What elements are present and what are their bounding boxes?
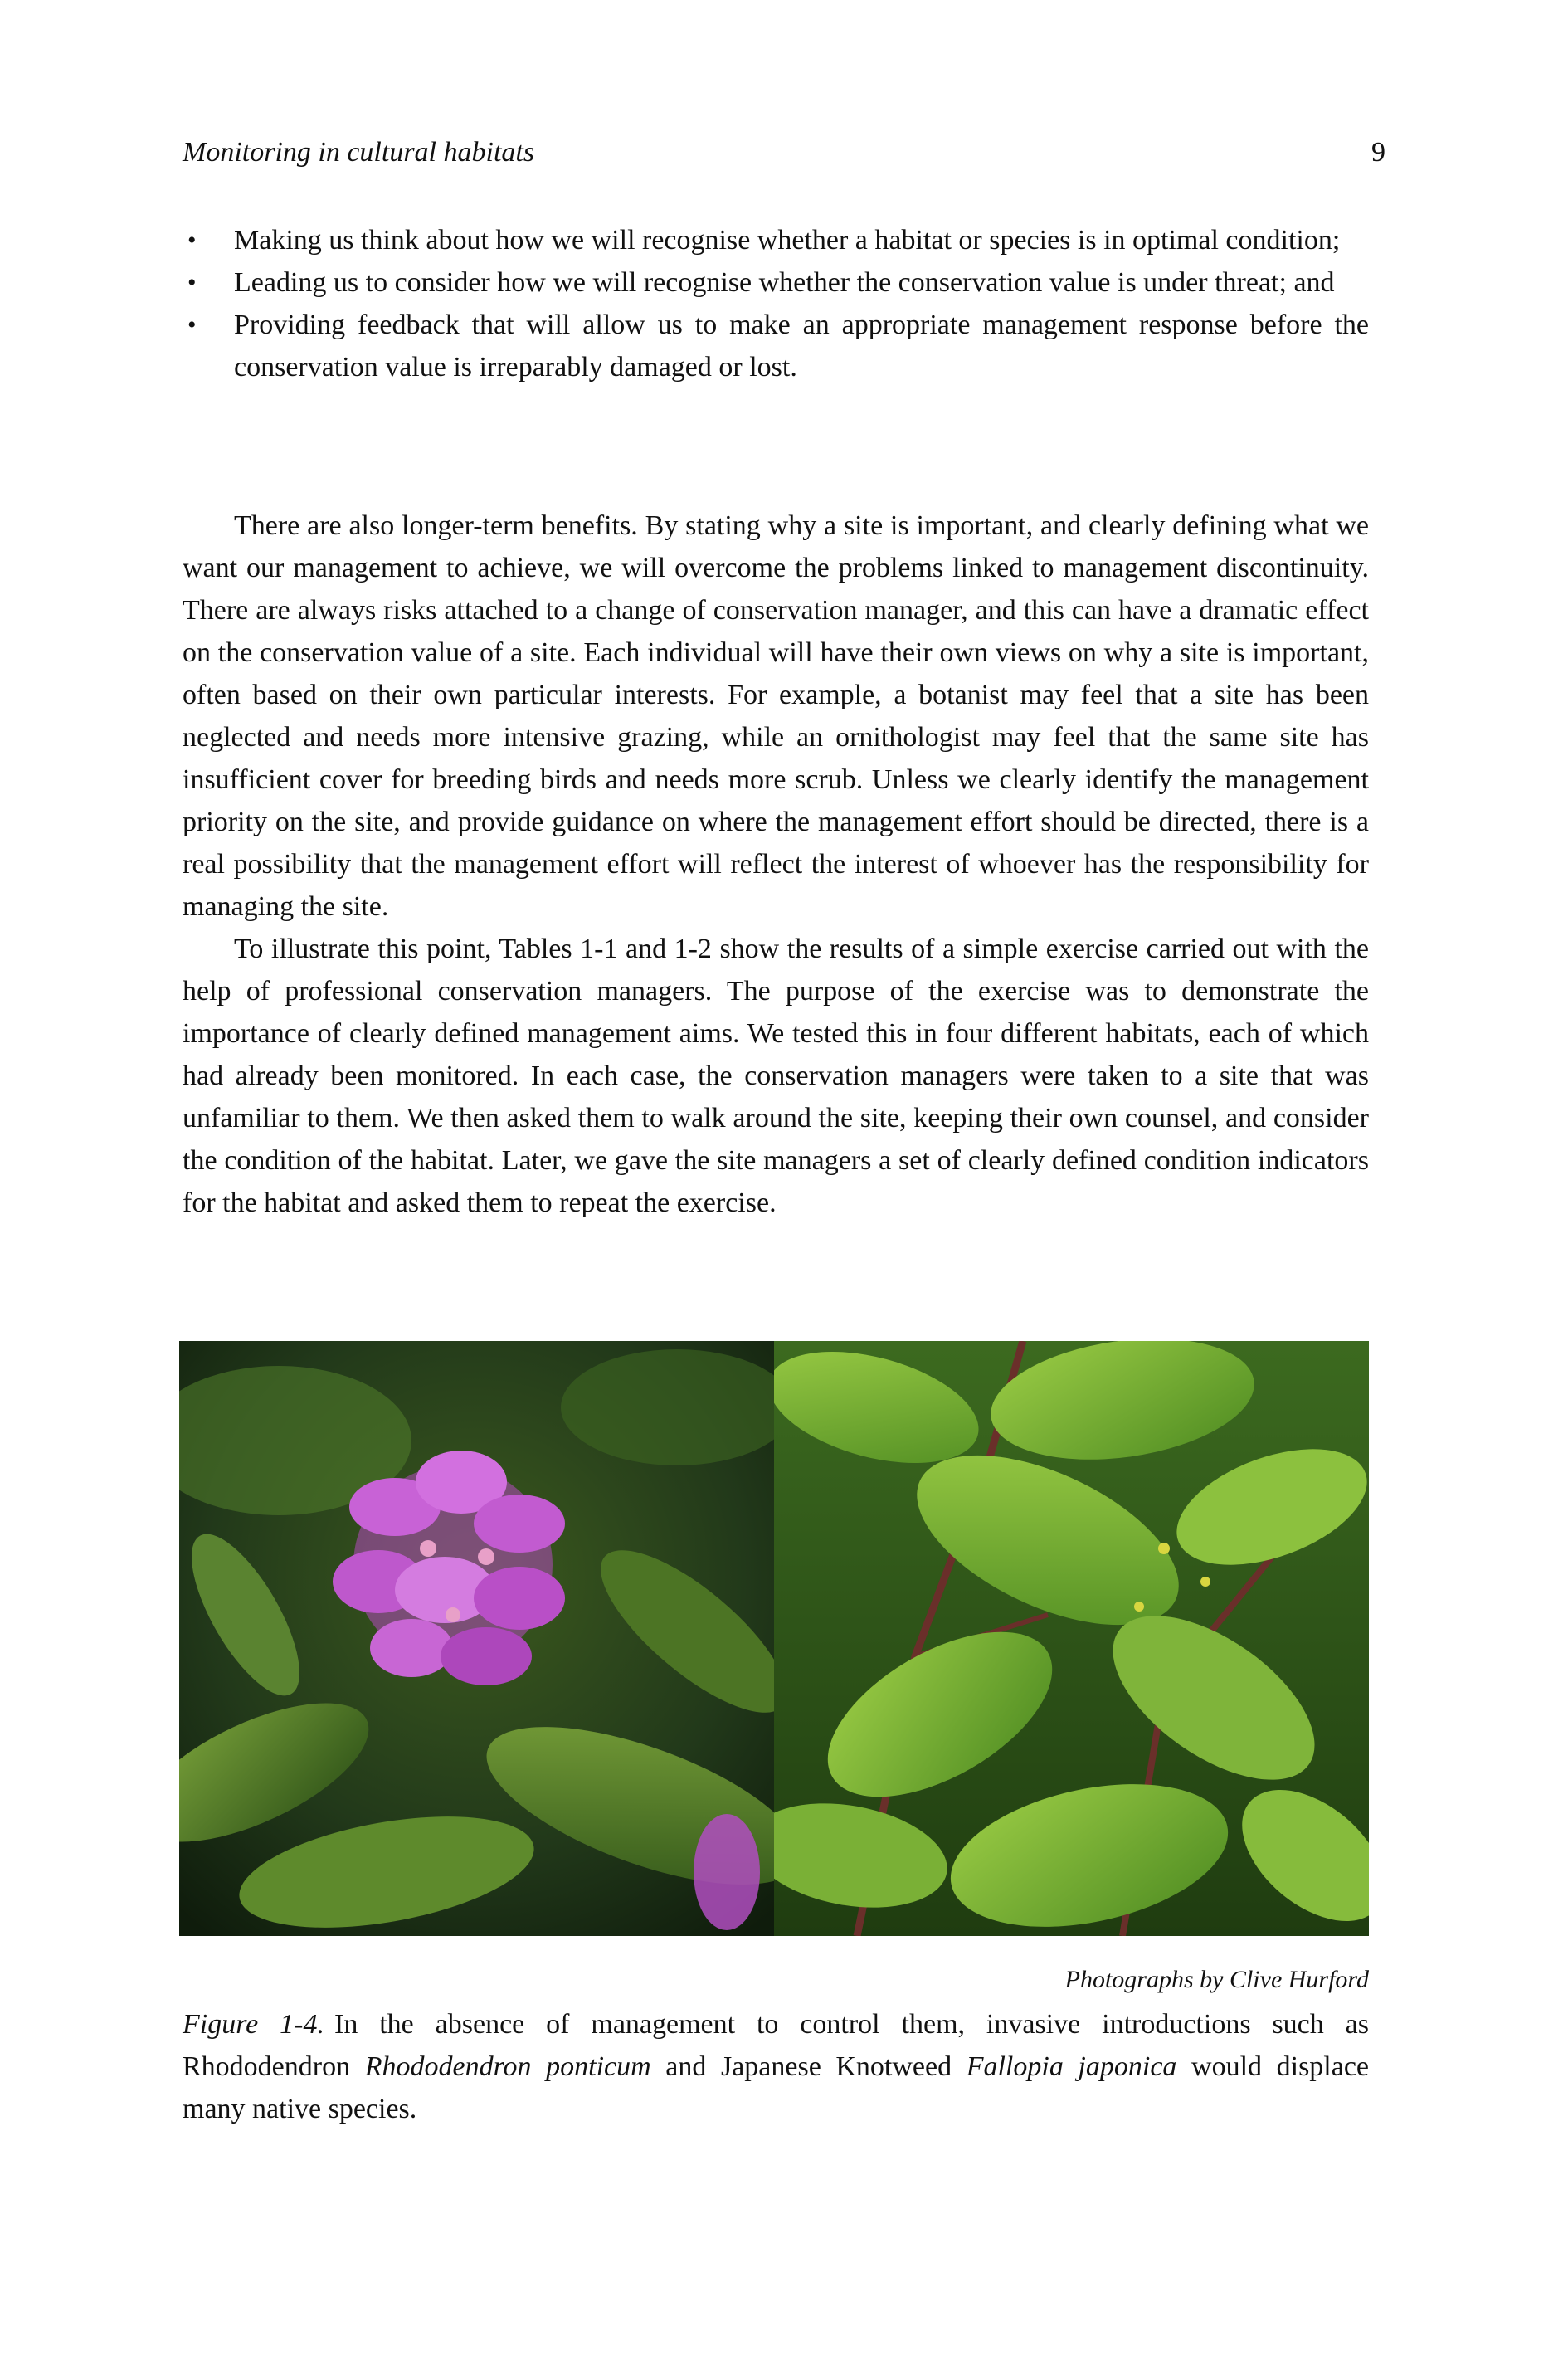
rhododendron-photo <box>179 1341 774 1936</box>
bullet-icon: • <box>187 269 197 296</box>
running-title: Monitoring in cultural habitats <box>183 137 535 168</box>
species-name: Fallopia japonica <box>966 2051 1177 2082</box>
bullet-item <box>183 304 1369 388</box>
page-number: 9 <box>1371 137 1385 168</box>
bullet-text: Leading us to consider how we will recognise whether the conservation value is under threat; and <box>234 267 1335 298</box>
figure-caption <box>183 2003 1369 2130</box>
caption-text: In the absence of management to control them, invasive introductions such as Rhododendron <box>183 2009 1369 2082</box>
bullet-icon: • <box>187 311 197 339</box>
caption-text: and Japanese Knotweed <box>650 2051 967 2082</box>
bullet-item <box>183 261 1369 304</box>
species-name: Rhododendron ponticum <box>364 2051 651 2082</box>
body-text <box>183 505 1369 1224</box>
paragraph: To illustrate this point, Tables 1-1 and 1-2 show the results of a simple exercise carried out with the help of professional conservation managers. The purpose of the exercise was to demonstrate the importance of clearly defined management aims. We tested this in four different habitats, each of which had already been monitored. In each case, the conservation managers were taken to a site that was unfamiliar to them. We then asked them to walk around the site, keeping their own counsel, and consider the condition of the habitat. Later, we gave the site managers a set of clearly defined condition indicators for the habitat and asked them to repeat the exercise. <box>183 934 1369 1218</box>
figure-label: Figure 1-4. <box>183 2009 324 2040</box>
bullet-text: Providing feedback that will allow us to make an appropriate management response before the conservation value is irreparably damaged or lost. <box>234 310 1369 383</box>
photo-credit: Photographs by Clive Hurford <box>1064 1966 1369 1993</box>
paragraph: There are also longer-term benefits. By stating why a site is important, and clearly defining what we want our management to achieve, we will overcome the problems linked to management discontinuity. There are always risks attached to a change of conservation manager, and this can have a dramatic effect on the conservation value of a site. Each individual will have their own views on why a site is important, often based on their own particular interests. For example, a botanist may feel that a site has been neglected and needs more intensive grazing, while an ornithologist may feel that the same site has insufficient cover for breeding birds and needs more scrub. Unless we clearly identify the management priority on the site, and provide guidance on where the management effort should be directed, there is a real possibility that the management effort will reflect the interest of whoever has the responsibility for managing the site. <box>183 510 1369 922</box>
figure-photographs <box>179 1341 1369 1936</box>
bullet-text: Making us think about how we will recognise whether a habitat or species is in optimal condition; <box>234 225 1341 256</box>
bullet-list <box>183 219 1369 388</box>
bullet-item <box>183 219 1369 261</box>
japanese-knotweed-photo <box>774 1341 1369 1936</box>
bullet-icon: • <box>187 227 197 254</box>
caption-text: would displace many native species. <box>183 2051 1370 2124</box>
